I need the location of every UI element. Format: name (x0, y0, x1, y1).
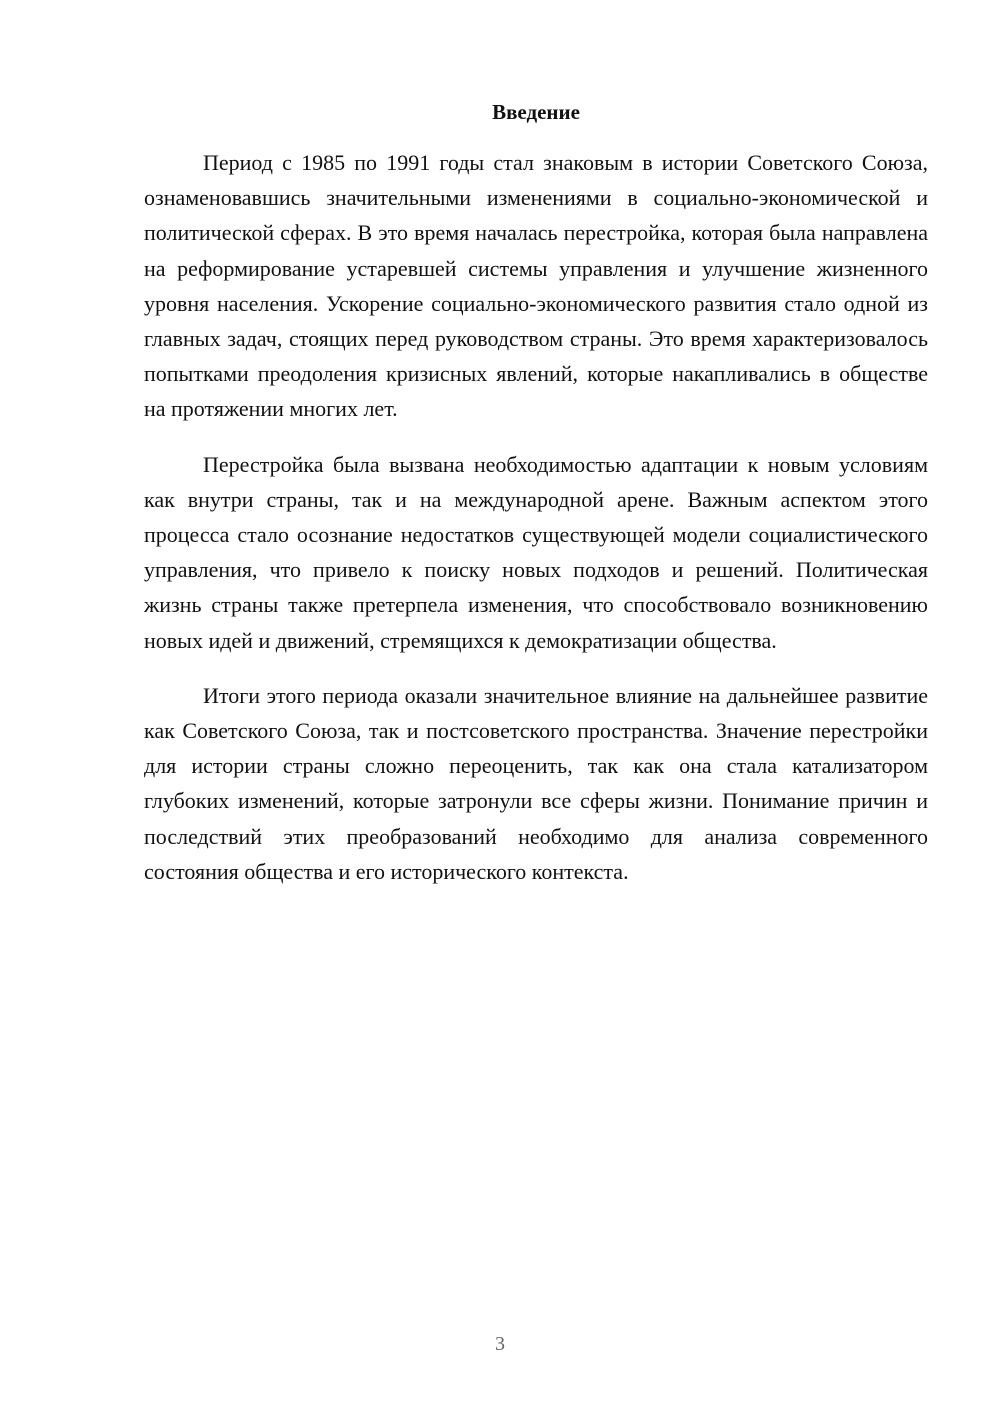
paragraph-1: Период с 1985 по 1991 годы стал знаковым в истории Советского Союза, ознаменовавшись значительными изменениями в социально-экономической и политической сферах. В это время началась перестройка, которая была направлена на реформирование устаревшей системы управления и улучшение жизненного уровня населения. Ускорение социально-экономического развития стало одной из главных задач, стоящих перед руководством страны. Это время характеризовалось попытками преодоления кризисных явлений, которые накапливались в обществе на протяжении многих лет. (144, 150, 928, 422)
page-number: 3 (495, 1333, 505, 1355)
paragraph-3: Итоги этого периода оказали значительное влияние на дальнейшее развитие как Советского Союза, так и постсоветского пространства. Значение перестройки для истории страны сложно переоценить, так как она стала катализатором глубоких изменений, которые затронули все сферы жизни. Понимание причин и последствий этих преобразований необходимо для анализа современного состояния общества и его исторического контекста. (144, 682, 928, 884)
section-title: Введение (492, 100, 580, 124)
paragraph-2: Перестройка была вызвана необходимостью адаптации к новым условиям как внутри страны, так и на международной арене. Важным аспектом этого процесса стало осознание недостатков существующей модели социалистического управления, что привело к поиску новых подходов и решений. Политическая жизнь страны также претерпела изменения, что способствовало возникновению новых идей и движений, стремящихся к демократизации общества. (144, 451, 928, 653)
